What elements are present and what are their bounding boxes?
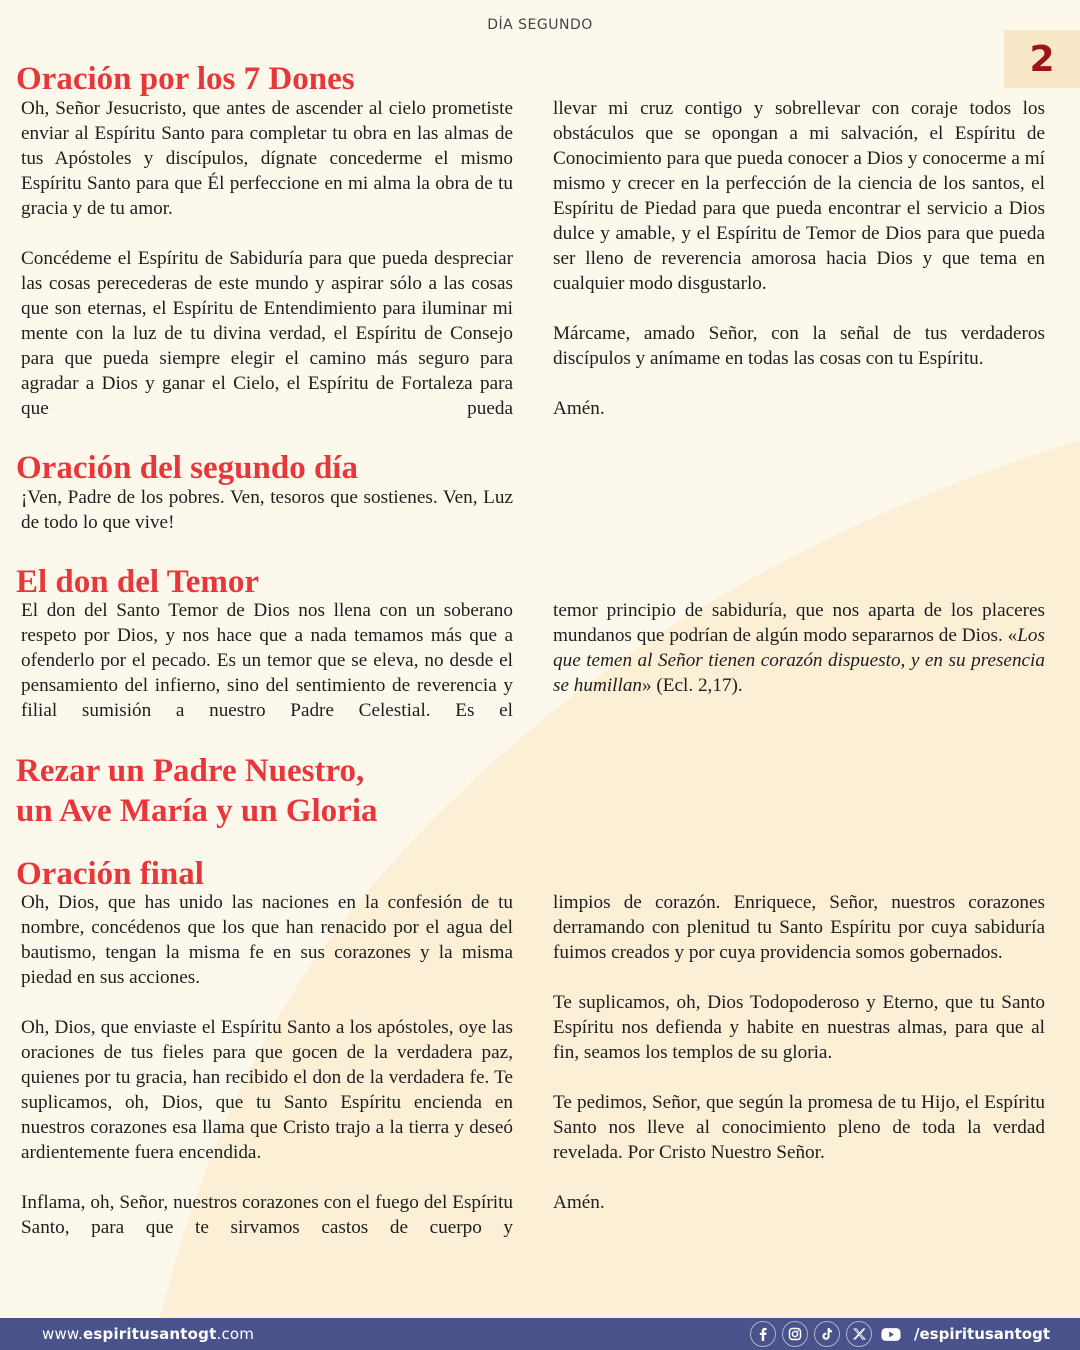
instagram-icon[interactable] [782, 1321, 808, 1347]
dones-right-column [553, 96, 1045, 421]
dones-left-column [21, 96, 513, 421]
temor-left-column [21, 598, 513, 723]
paragraph: llevar mi cruz contigo y sobrellevar con coraje todos los obstáculos que se opongan a mi salvación, el Espíritu de Conocimiento para que pueda conocer a Dios y conocerme a mí mismo y crecer en la perfección de la ciencia de los santos, el Espíritu de Piedad para que pueda encontrar el servicio a Dios dulce y amable, y el Espíritu de Temor de Dios para que pueda ser lleno de reverencia amorosa hacia Dios y que tema en cualquier modo disgustarlo. [553, 98, 1045, 294]
amen-text: Amén. [553, 398, 605, 419]
paragraph-text: temor principio de sabiduría, que nos aparta de los placeres mundanos que podrían de algún modo separarnos de Dios. [553, 600, 1045, 646]
paragraph: Oh, Dios, que enviaste el Espíritu Santo a los apóstoles, oye las oraciones de tus fieles para que gocen de la verdadera paz, quienes por tu gracia, han recibido el don de la verdadera fe. Te suplicamos, oh, Dios, que tu Santo Espíritu encienda en nuestros corazones esa llama que Cristo trajo a la tierra y deseó ardientemente fuera encendida. [21, 1017, 513, 1163]
heading-rezar-line-2: un Ave María y un Gloria [16, 793, 378, 829]
quote-open: « [1007, 625, 1018, 646]
paragraph [553, 598, 1045, 698]
paragraph: Oh, Dios, que has unido las naciones en la confesión de tu nombre, concédenos que los que han renacido por el agua del bautismo, tengan la misma fe en sus corazones y la misma piedad en sus acciones. [21, 892, 513, 988]
heading-rezar-line-1: Rezar un Padre Nuestro, [16, 753, 365, 789]
facebook-icon[interactable] [750, 1321, 776, 1347]
website-prefix: www. [42, 1325, 83, 1343]
footer-bar [0, 1318, 1080, 1350]
final-right-column [553, 890, 1045, 1215]
paragraph: Te pedimos, Señor, que según la promesa de tu Hijo, el Espíritu Santo nos lleve al conocimiento pleno de toda la verdad revelada. Por Cristo Nuestro Señor. [553, 1092, 1045, 1163]
social-links [750, 1321, 1050, 1347]
temor-right-column [553, 598, 1045, 698]
heading-oracion-final: Oración final [16, 856, 204, 892]
amen-text: Amén. [553, 1192, 605, 1213]
day-label: DÍA SEGUNDO [487, 17, 593, 33]
tiktok-icon[interactable] [814, 1321, 840, 1347]
youtube-icon[interactable] [878, 1321, 904, 1347]
paragraph: Inflama, oh, Señor, nuestros corazones con el fuego del Espíritu Santo, para que te sirvamos castos de cuerpo y [21, 1192, 513, 1238]
heading-segundo-dia: Oración del segundo día [16, 450, 358, 486]
day-number-badge: 2 [1004, 30, 1080, 88]
final-left-column [21, 890, 513, 1240]
paragraph: Márcame, amado Señor, con la señal de tus verdaderos discípulos y anímame en todas las cosas con tu Espíritu. [553, 323, 1045, 369]
scripture-citation: (Ecl. 2,17). [651, 675, 743, 696]
x-icon[interactable] [846, 1321, 872, 1347]
website-suffix: .com [216, 1325, 255, 1343]
paragraph: ¡Ven, Padre de los pobres. Ven, tesoros que sostienes. Ven, Luz de todo lo que vive! [21, 487, 513, 533]
paragraph: limpios de corazón. Enriquece, Señor, nuestros corazones derramando con plenitud tu Santo Espíritu por cuya sabiduría fuimos creados y por cuya providencia somos gobernados. [553, 892, 1045, 963]
website-link[interactable] [42, 1325, 254, 1343]
heading-don-temor: El don del Temor [16, 564, 259, 600]
paragraph: Concédeme el Espíritu de Sabiduría para que pueda despreciar las cosas perecederas de este mundo y aspirar sólo a las cosas que son eternas, el Espíritu de Entendimiento para iluminar mi mente con la luz de tu divina verdad, el Espíritu de Consejo para que pueda siempre elegir el camino más seguro para agradar a Dios y ganar el Cielo, el Espíritu de Fortaleza para que pueda [21, 248, 513, 419]
segundo-dia-text-block [21, 485, 513, 535]
paragraph: Te suplicamos, oh, Dios Todopoderoso y Eterno, que tu Santo Espíritu nos defienda y habite en nuestras almas, para que al fin, seamos los templos de su gloria. [553, 992, 1045, 1063]
scripture-quote: Los que temen al Señor tienen corazón dispuesto, y en su presencia se humillan [553, 625, 1045, 696]
paragraph: Oh, Señor Jesucristo, que antes de ascender al cielo prometiste enviar al Espíritu Santo para completar tu obra en las almas de tus Apóstoles y discípulos, dígnate concederme el mismo Espíritu Santo para que Él perfeccione en mi alma la obra de tu gracia y de tu amor. [21, 98, 513, 219]
social-handle[interactable]: /espiritusantogt [914, 1325, 1050, 1343]
website-domain: espiritusantogt [83, 1325, 217, 1343]
paragraph: El don del Santo Temor de Dios nos llena con un soberano respeto por Dios, y nos hace que a nada temamos más que a ofenderlo por el pecado. Es un temor que se eleva, no desde el pensamiento del infierno, sino del sentimiento de reverencia y filial sumisión a nuestro Padre Celestial. Es el [21, 600, 513, 721]
quote-close: » [642, 675, 652, 696]
heading-dones: Oración por los 7 Dones [16, 61, 355, 97]
